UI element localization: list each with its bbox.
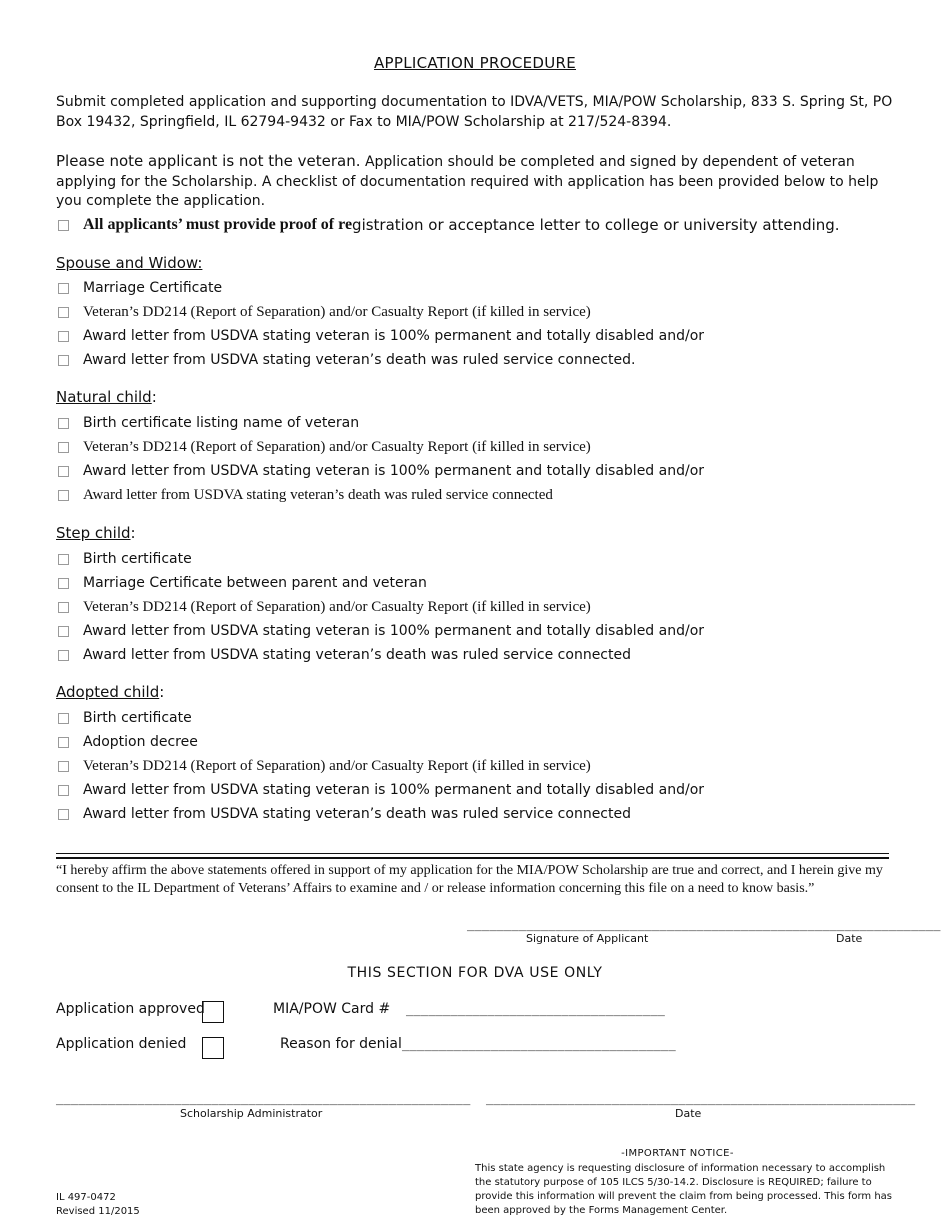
section-heading-natural-child: Natural child: bbox=[56, 388, 157, 406]
card-number-label: MIA/POW Card # bbox=[273, 1001, 391, 1017]
item-label: Birth certificate bbox=[83, 551, 192, 567]
item-label: Award letter from USDVA stating veteran’s death was ruled service connected bbox=[83, 806, 631, 822]
checkbox[interactable] bbox=[58, 490, 69, 501]
divider bbox=[56, 853, 889, 854]
checkbox[interactable] bbox=[58, 809, 69, 820]
item-label: Veteran’s DD214 (Report of Separation) and/or Casualty Report (if killed in service) bbox=[83, 303, 591, 320]
checklist-item[interactable] bbox=[56, 755, 591, 777]
signature-date-label: Date bbox=[836, 932, 863, 945]
reason-for-denial-label: Reason for denial bbox=[280, 1036, 402, 1052]
item-label: Award letter from USDVA stating veteran’s death was ruled service connected bbox=[83, 486, 553, 503]
item-label: Birth certificate listing name of veteran bbox=[83, 415, 360, 431]
all-applicants-text-b: gistration or acceptance letter to college or university attending. bbox=[352, 216, 840, 234]
applicant-note-lead: Please note applicant is not the veteran. bbox=[56, 152, 361, 170]
applicant-note bbox=[56, 152, 896, 212]
important-notice-text: This state agency is requesting disclosure of information necessary to accomplish the statutory purpose of 105 ILCS 5/30-14.2. Disclosure is REQUIRED; failure to provide this information will prevent the claim from being processed. This form has been approved by the Forms Management Center. bbox=[475, 1163, 892, 1216]
applicant-note-body: Application should be completed and signed by dependent of veteran applying for the Scholarship. A checklist of documentation required with application has been provided below to help you complete the application. bbox=[56, 154, 879, 209]
checkbox[interactable] bbox=[58, 737, 69, 748]
application-denied-checkbox[interactable] bbox=[202, 1037, 224, 1059]
page-title: APPLICATION PROCEDURE bbox=[373, 54, 577, 72]
application-denied-label: Application denied bbox=[56, 1036, 187, 1052]
checklist-item[interactable] bbox=[56, 548, 192, 570]
checkbox[interactable] bbox=[58, 331, 69, 342]
form-id: IL 497-0472 bbox=[56, 1192, 116, 1203]
item-label: Award letter from USDVA stating veteran is 100% permanent and totally disabled and/or bbox=[83, 782, 705, 798]
checklist-item[interactable] bbox=[56, 460, 704, 482]
checklist-item[interactable] bbox=[56, 412, 359, 434]
submission-instructions: Submit completed application and supporting documentation to IDVA/VETS, MIA/POW Scholarship, 833 S. Spring St, PO Box 19432, Springfield, IL 62794-9432 or Fax to MIA/POW Scholarship at 217/524-8394. bbox=[56, 94, 893, 130]
section-heading-spouse: Spouse and Widow: bbox=[56, 254, 203, 272]
administrator-date-line[interactable]: __________________________________________________________ bbox=[486, 1094, 916, 1108]
item-label: Adoption decree bbox=[83, 734, 198, 750]
checkbox[interactable] bbox=[58, 626, 69, 637]
checkbox[interactable] bbox=[58, 785, 69, 796]
checkbox[interactable] bbox=[58, 713, 69, 724]
item-label: Marriage Certificate between parent and veteran bbox=[83, 575, 427, 591]
checkbox[interactable] bbox=[58, 650, 69, 661]
item-label: Award letter from USDVA stating veteran’s death was ruled service connected bbox=[83, 647, 631, 663]
divider bbox=[56, 857, 889, 859]
checklist-item[interactable] bbox=[56, 349, 635, 371]
checklist-item[interactable] bbox=[56, 779, 704, 801]
checklist-item[interactable] bbox=[56, 484, 553, 506]
dva-section-heading: THIS SECTION FOR DVA USE ONLY bbox=[347, 965, 603, 981]
item-label: Award letter from USDVA stating veteran is 100% permanent and totally disabled and/or bbox=[83, 328, 705, 344]
all-applicants-checkbox-row[interactable] bbox=[56, 214, 840, 236]
revision-date: Revised 11/2015 bbox=[56, 1206, 140, 1217]
checklist-item[interactable] bbox=[56, 644, 631, 666]
checklist-item[interactable] bbox=[56, 707, 192, 729]
signature-label: Signature of Applicant bbox=[526, 932, 649, 945]
checklist-item[interactable] bbox=[56, 436, 591, 458]
all-applicants-text-a: All applicants’ must provide proof of re bbox=[83, 216, 353, 233]
item-label: Birth certificate bbox=[83, 710, 192, 726]
checkbox[interactable] bbox=[58, 554, 69, 565]
checklist-item[interactable] bbox=[56, 620, 704, 642]
checklist-item[interactable] bbox=[56, 301, 591, 323]
checklist-item[interactable] bbox=[56, 731, 198, 753]
checkbox[interactable] bbox=[58, 578, 69, 589]
checkbox[interactable] bbox=[58, 220, 69, 231]
checklist-item[interactable] bbox=[56, 277, 222, 299]
item-label: Veteran’s DD214 (Report of Separation) and/or Casualty Report (if killed in service) bbox=[83, 598, 591, 615]
checklist-item[interactable] bbox=[56, 803, 631, 825]
application-approved-label: Application approved bbox=[56, 1001, 205, 1017]
administrator-signature-line[interactable]: ________________________________________________________ bbox=[56, 1094, 471, 1108]
checklist-item[interactable] bbox=[56, 572, 427, 594]
checkbox[interactable] bbox=[58, 442, 69, 453]
application-approved-checkbox[interactable] bbox=[202, 1001, 224, 1023]
checkbox[interactable] bbox=[58, 602, 69, 613]
item-label: Veteran’s DD214 (Report of Separation) and/or Casualty Report (if killed in service) bbox=[83, 757, 591, 774]
card-number-field[interactable]: ___________________________________ bbox=[406, 1005, 666, 1019]
administrator-date-label: Date bbox=[675, 1107, 702, 1120]
important-notice-title: -IMPORTANT NOTICE- bbox=[621, 1148, 734, 1159]
checklist-item[interactable] bbox=[56, 596, 591, 618]
checklist-item[interactable] bbox=[56, 325, 704, 347]
checkbox[interactable] bbox=[58, 418, 69, 429]
section-heading-step-child: Step child: bbox=[56, 524, 136, 542]
section-heading-adopted-child: Adopted child: bbox=[56, 683, 165, 701]
item-label: Award letter from USDVA stating veteran is 100% permanent and totally disabled and/or bbox=[83, 623, 705, 639]
checkbox[interactable] bbox=[58, 283, 69, 294]
item-label: Award letter from USDVA stating veteran’s death was ruled service connected. bbox=[83, 352, 636, 368]
item-label: Marriage Certificate bbox=[83, 280, 223, 296]
checkbox[interactable] bbox=[58, 466, 69, 477]
signature-line[interactable]: ________________________________________________________________ bbox=[467, 920, 941, 934]
item-label: Award letter from USDVA stating veteran is 100% permanent and totally disabled and/or bbox=[83, 463, 705, 479]
affirmation-statement: “I hereby affirm the above statements offered in support of my application for the MIA/POW Scholarship are true and correct, and I herein give my consent to the IL Department of Veterans’ Affairs to examine and / or release information concerning this file on a need to know basis.” bbox=[56, 863, 883, 896]
checkbox[interactable] bbox=[58, 355, 69, 366]
administrator-label: Scholarship Administrator bbox=[180, 1107, 323, 1120]
checkbox[interactable] bbox=[58, 307, 69, 318]
reason-for-denial-field[interactable]: _____________________________________ bbox=[402, 1040, 676, 1054]
checkbox[interactable] bbox=[58, 761, 69, 772]
item-label: Veteran’s DD214 (Report of Separation) and/or Casualty Report (if killed in service) bbox=[83, 438, 591, 455]
